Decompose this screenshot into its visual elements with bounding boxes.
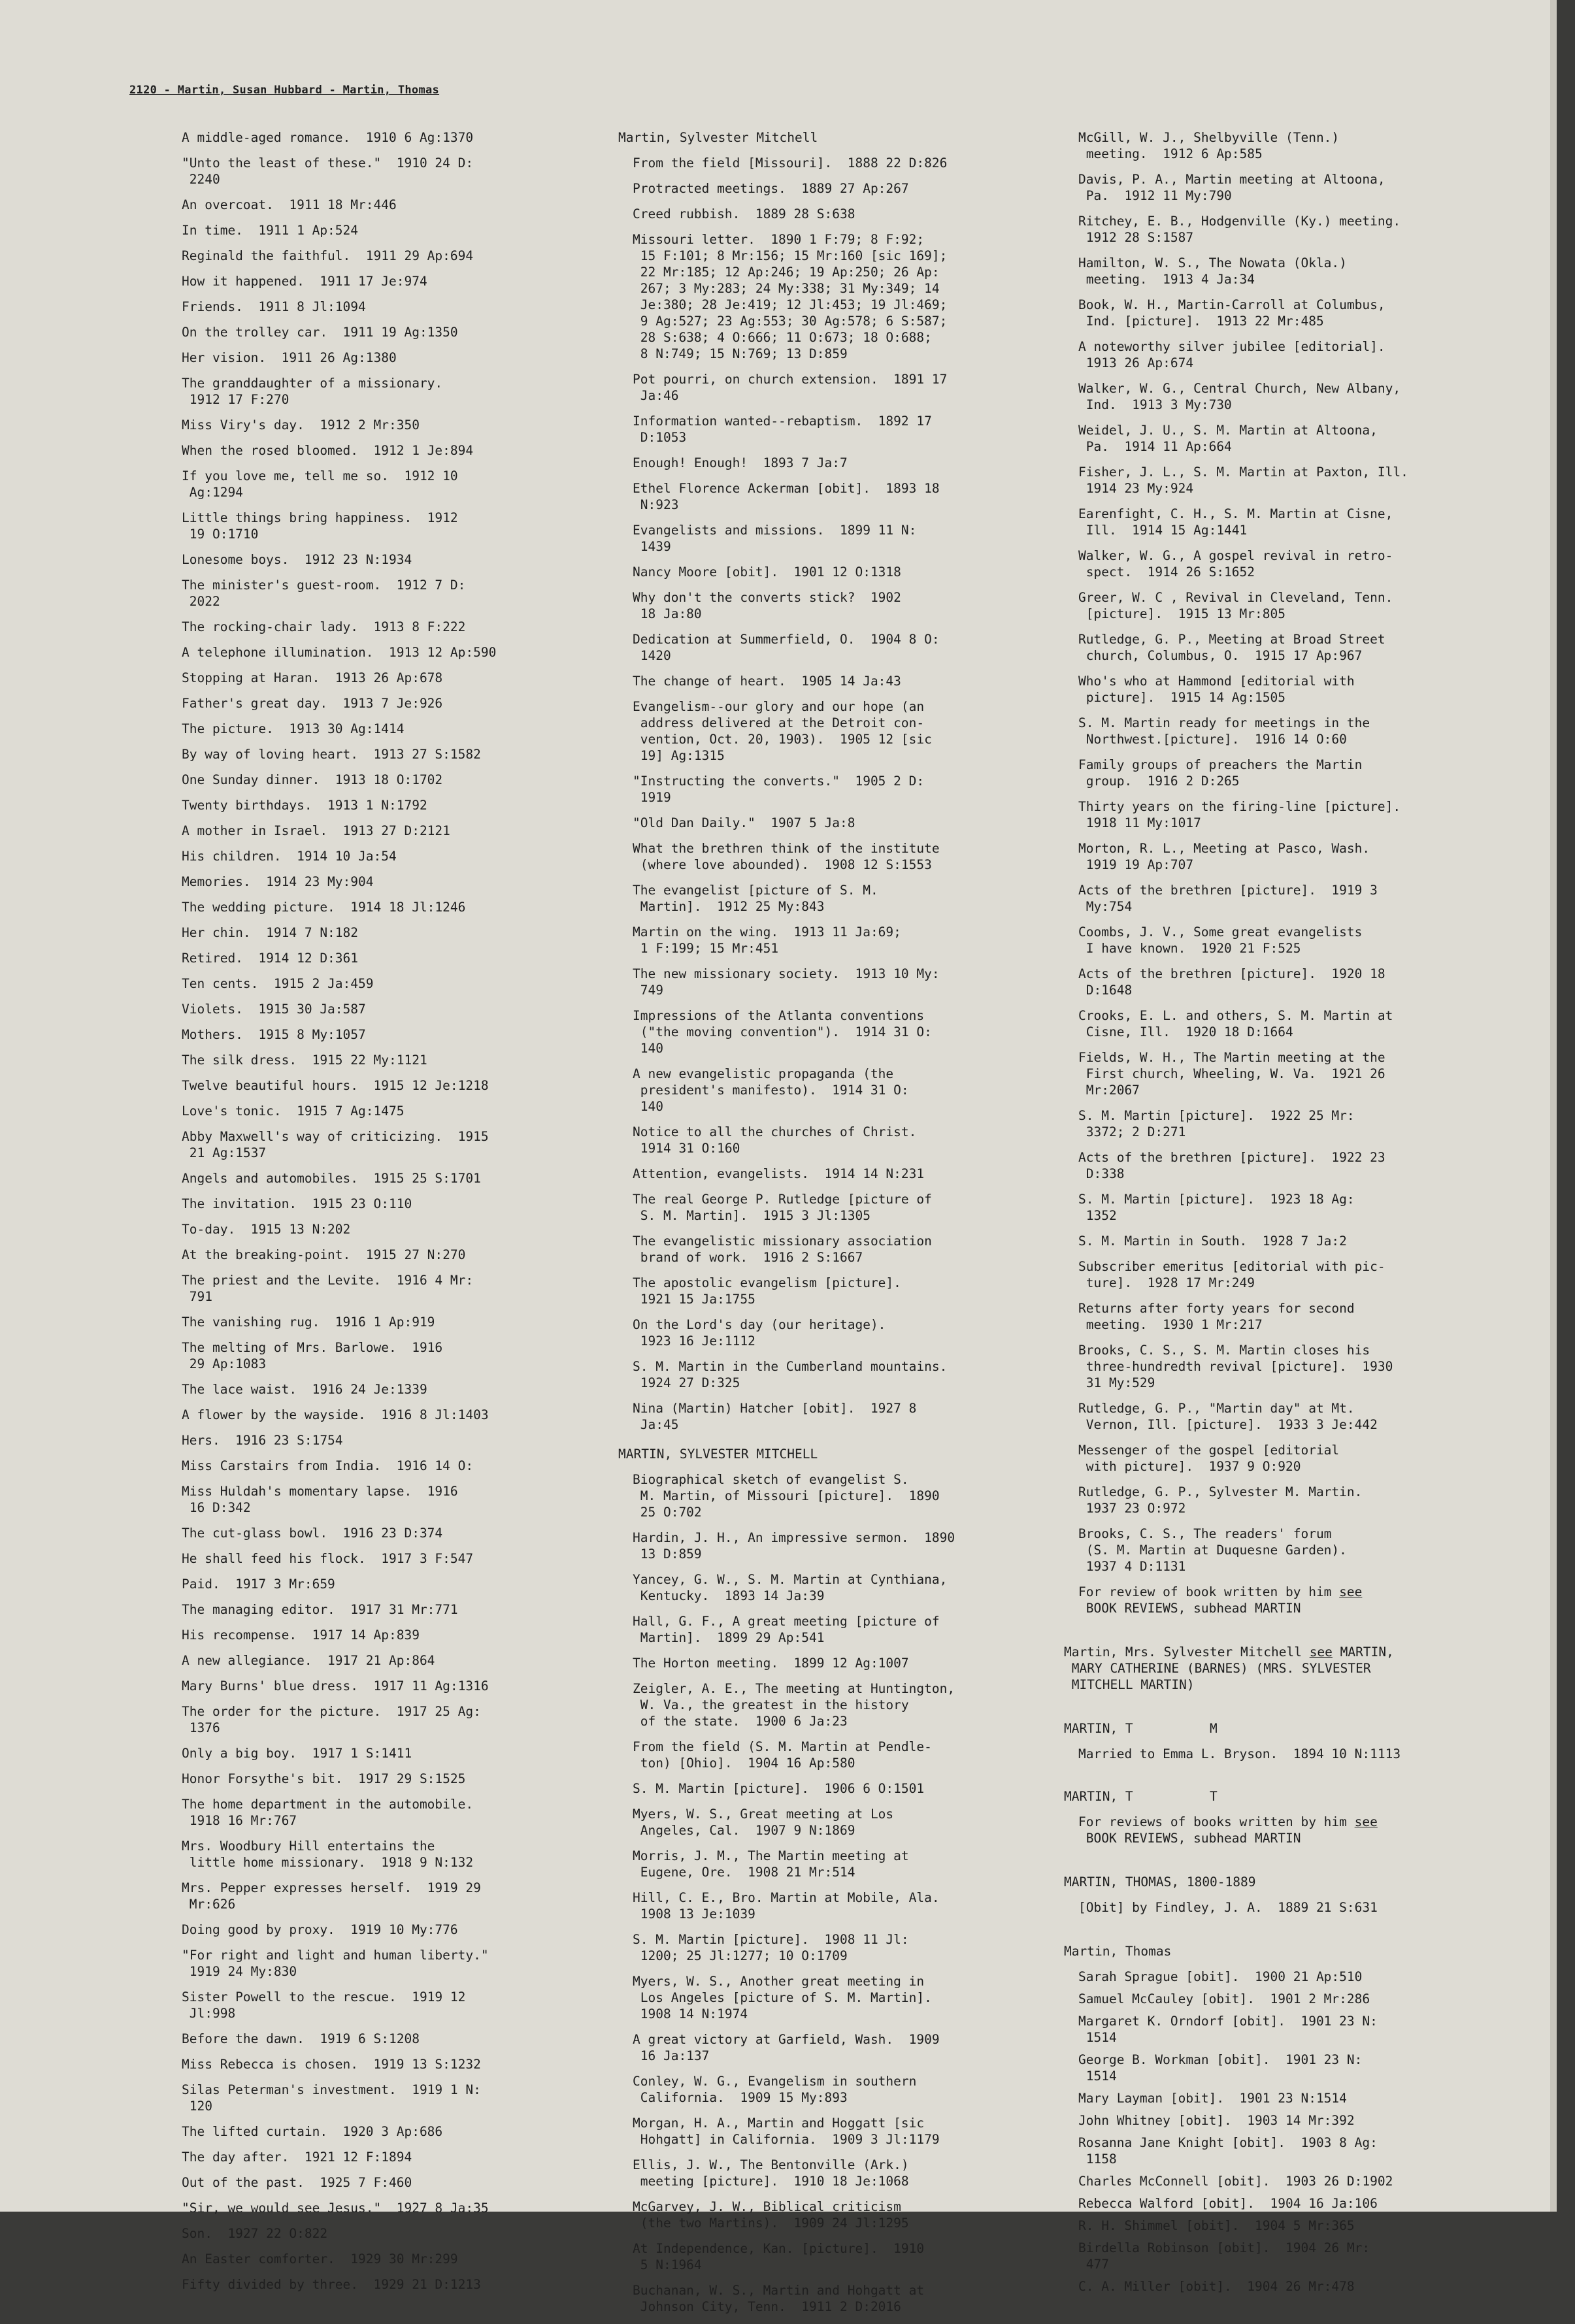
index-entry: Hardin, J. H., An impressive sermon. 1890 13 D:859 xyxy=(633,1530,955,1562)
index-entry: Charles McConnell [obit]. 1903 26 D:1902 xyxy=(1078,2174,1393,2189)
index-entry: A mother in Israel. 1913 27 D:2121 xyxy=(182,823,450,838)
index-entry: Memories. 1914 23 My:904 xyxy=(182,874,374,889)
index-entry: Nina (Martin) Hatcher [obit]. 1927 8 Ja:45 xyxy=(633,1401,917,1432)
index-entry: C. A. Miller [obit]. 1904 26 Mr:478 xyxy=(1078,2279,1355,2294)
heading-martin-thomas-dates: MARTIN, THOMAS, 1800-1889 xyxy=(1064,1874,1256,1890)
index-entry: Evangelists and missions. 1899 11 N: 1439 xyxy=(633,523,917,554)
index-entry: By way of loving heart. 1913 27 S:1582 xyxy=(182,747,481,762)
index-entry: Family groups of preachers the Martin group. 1916 2 D:265 xyxy=(1078,757,1363,789)
index-entry: R. H. Shimmel [obit]. 1904 5 Mr:365 xyxy=(1078,2218,1355,2233)
index-entry: John Whitney [obit]. 1903 14 Mr:392 xyxy=(1078,2113,1355,2128)
cross-reference-mrs-martin: Martin, Mrs. Sylvester Mitchell see MARTIN, MARY CATHERINE (BARNES) (MRS. SYLVESTER MITCHELL MARTIN) xyxy=(1064,1645,1394,1692)
index-entry: The priest and the Levite. 1916 4 Mr: 791 xyxy=(182,1273,474,1304)
index-entry: S. M. Martin [picture]. 1906 6 O:1501 xyxy=(633,1781,925,1796)
index-entry: Brooks, C. S., The readers' forum (S. M. Martin at Duquesne Garden). 1937 4 D:1131 xyxy=(1078,1526,1347,1574)
index-entry: Father's great day. 1913 7 Je:926 xyxy=(182,696,443,711)
index-entry: At Independence, Kan. [picture]. 1910 5 N:1964 xyxy=(633,2241,925,2272)
index-entry: Zeigler, A. E., The meeting at Huntington, W. Va., the greatest in the history of the state. 1900 6 Ja:23 xyxy=(633,1681,955,1729)
index-entry: His recompense. 1917 14 Ap:839 xyxy=(182,1628,420,1643)
entry-thomas-obit: [Obit] by Findley, J. A. 1889 21 S:631 xyxy=(1078,1900,1378,1915)
heading-martin-thomas: Martin, Thomas xyxy=(1064,1944,1172,1959)
index-entry: The managing editor. 1917 31 Mr:771 xyxy=(182,1602,458,1617)
index-entry: Why don't the converts stick? 1902 18 Ja:80 xyxy=(633,590,901,621)
index-entry: Rutledge, G. P., Meeting at Broad Street church, Columbus, O. 1915 17 Ap:967 xyxy=(1078,632,1385,663)
index-entry: Abby Maxwell's way of criticizing. 1915 21 Ag:1537 xyxy=(182,1129,489,1160)
index-entry: Enough! Enough! 1893 7 Ja:7 xyxy=(633,455,848,470)
heading-martin-t-t: MARTIN, T T xyxy=(1064,1789,1218,1804)
index-entry: A middle-aged romance. 1910 6 Ag:1370 xyxy=(182,130,474,145)
entry-list-thomas xyxy=(1064,1969,1515,2295)
index-entry: The apostolic evangelism [picture]. 1921 15 Ja:1755 xyxy=(633,1275,901,1307)
index-entry: Fisher, J. L., S. M. Martin at Paxton, Ill. 1914 23 My:924 xyxy=(1078,465,1408,496)
index-entry: An overcoat. 1911 18 Mr:446 xyxy=(182,197,397,212)
entry-list-sylvester-about-continued xyxy=(1064,129,1515,1575)
index-entry: "Sir, we would see Jesus." 1927 8 Ja:35 xyxy=(182,2201,489,2216)
index-entry: Coombs, J. V., Some great evangelists I have known. 1920 21 F:525 xyxy=(1078,925,1363,956)
index-entry: The evangelistic missionary association brand of work. 1916 2 S:1667 xyxy=(633,1234,932,1265)
heading-martin-sylvester-mitchell-about: MARTIN, SYLVESTER MITCHELL xyxy=(618,1447,818,1462)
index-entry: The minister's guest-room. 1912 7 D: 2022 xyxy=(182,578,466,609)
index-entry: Twenty birthdays. 1913 1 N:1792 xyxy=(182,798,427,813)
index-entry: Ethel Florence Ackerman [obit]. 1893 18 N:923 xyxy=(633,481,940,512)
index-entry: Hers. 1916 23 S:1754 xyxy=(182,1433,343,1448)
index-entry: The new missionary society. 1913 10 My: 749 xyxy=(633,966,940,998)
index-entry: Only a big boy. 1917 1 S:1411 xyxy=(182,1746,412,1761)
index-entry: Mothers. 1915 8 My:1057 xyxy=(182,1027,366,1042)
index-entry: On the trolley car. 1911 19 Ag:1350 xyxy=(182,325,458,340)
index-entry: Doing good by proxy. 1919 10 My:776 xyxy=(182,1922,458,1937)
book-review-reference-2: For reviews of books written by him see BOOK REVIEWS, subhead MARTIN xyxy=(1078,1814,1378,1846)
entry-list-sylvester-about xyxy=(618,1471,1063,2315)
index-entry: S. M. Martin in South. 1928 7 Ja:2 xyxy=(1078,1234,1347,1249)
index-entry: Weidel, J. U., S. M. Martin at Altoona, Pa. 1914 11 Ap:664 xyxy=(1078,423,1378,454)
heading-martin-t-m: MARTIN, T M xyxy=(1064,1721,1218,1736)
index-entry: In time. 1911 1 Ap:524 xyxy=(182,223,359,238)
index-entry: S. M. Martin [picture]. 1922 25 Mr: 3372; 2 D:271 xyxy=(1078,1108,1355,1139)
index-entry: Miss Huldah's momentary lapse. 1916 16 D:342 xyxy=(182,1484,458,1515)
index-entry: The wedding picture. 1914 18 Jl:1246 xyxy=(182,900,466,915)
index-entry: From the field (S. M. Martin at Pendle- ton) [Ohio]. 1904 16 Ap:580 xyxy=(633,1739,932,1771)
index-entry: Little things bring happiness. 1912 19 O:1710 xyxy=(182,510,458,542)
index-entry: "For right and light and human liberty." 1919 24 My:830 xyxy=(182,1948,489,1979)
index-entry: Notice to all the churches of Christ. 1914 31 O:160 xyxy=(633,1124,917,1156)
index-entry: Crooks, E. L. and others, S. M. Martin at Cisne, Ill. 1920 18 D:1664 xyxy=(1078,1008,1393,1039)
index-entry: Rosanna Jane Knight [obit]. 1903 8 Ag: 1158 xyxy=(1078,2135,1378,2167)
index-entry: Fields, W. H., The Martin meeting at the First church, Wheeling, W. Va. 1921 26 Mr:2067 xyxy=(1078,1050,1385,1098)
index-entry: A great victory at Garfield, Wash. 1909 16 Ja:137 xyxy=(633,2032,940,2063)
index-entry: Stopping at Haran. 1913 26 Ap:678 xyxy=(182,670,443,685)
index-entry: Thirty years on the firing-line [picture]. 1918 11 My:1017 xyxy=(1078,799,1401,830)
page-header: 2120 - Martin, Susan Hubbard - Martin, Thomas xyxy=(129,84,440,97)
index-entry: When the rosed bloomed. 1912 1 Je:894 xyxy=(182,443,474,458)
index-entry: Ten cents. 1915 2 Ja:459 xyxy=(182,976,374,991)
index-entry: S. M. Martin ready for meetings in the Northwest.[picture]. 1916 14 O:60 xyxy=(1078,715,1370,747)
index-entry: "Unto the least of these." 1910 24 D: 2240 xyxy=(182,155,474,187)
index-entry: A noteworthy silver jubilee [editorial]. 1913 26 Ap:674 xyxy=(1078,339,1385,370)
index-entry: Honor Forsythe's bit. 1917 29 S:1525 xyxy=(182,1771,466,1786)
entry-list-sylvester-writings xyxy=(618,155,1063,1433)
index-entry: Martin on the wing. 1913 11 Ja:69; 1 F:199; 15 Mr:451 xyxy=(633,925,901,956)
index-entry: Violets. 1915 30 Ja:587 xyxy=(182,1002,366,1017)
index-entry: Messenger of the gospel [editorial with picture]. 1937 9 O:920 xyxy=(1078,1443,1340,1474)
index-entry: Myers, W. S., Great meeting at Los Angeles, Cal. 1907 9 N:1869 xyxy=(633,1807,894,1838)
index-entry: Lonesome boys. 1912 23 N:1934 xyxy=(182,552,412,567)
index-entry: Mary Layman [obit]. 1901 23 N:1514 xyxy=(1078,2091,1347,2106)
index-entry: Greer, W. C , Revival in Cleveland, Tenn. [picture]. 1915 13 Mr:805 xyxy=(1078,590,1393,621)
index-entry: Hamilton, W. S., The Nowata (Okla.) meeting. 1913 4 Ja:34 xyxy=(1078,255,1347,287)
index-entry: At the breaking-point. 1915 27 N:270 xyxy=(182,1247,466,1262)
index-entry: Morton, R. L., Meeting at Pasco, Wash. 1919 19 Ap:707 xyxy=(1078,841,1370,872)
index-entry: Acts of the brethren [picture]. 1919 3 My:754 xyxy=(1078,883,1378,914)
index-entry: Angels and automobiles. 1915 25 S:1701 xyxy=(182,1171,481,1186)
index-entry: A flower by the wayside. 1916 8 Jl:1403 xyxy=(182,1407,489,1422)
index-entry: Nancy Moore [obit]. 1901 12 O:1318 xyxy=(633,565,901,580)
book-review-reference: For review of book written by him see BOOK REVIEWS, subhead MARTIN xyxy=(1078,1584,1363,1616)
index-entry: Missouri letter. 1890 1 F:79; 8 F:92; 15 F:101; 8 Mr:156; 15 Mr:160 [sic 169]; 22 Mr:185; 12 Ap:246; 19 Ap:250; 26 Ap: 267; 3 My:283; 24 My:338; 31 My:349; 14 Je:380; 28 Je:419; 12 Jl:453; 19 Jl:469; 9 Ag:527; 23 Ag:553; 30 Ag:578; 6 S:587; 28 S:638; 4 O:666; 11 O:673; 18 O:688; 8 N:749; 15 N:769; 13 D:859 xyxy=(633,232,948,361)
index-entry: Rebecca Walford [obit]. 1904 16 Ja:106 xyxy=(1078,2196,1378,2211)
index-entry: Walker, W. G., A gospel revival in retro- spect. 1914 26 S:1652 xyxy=(1078,548,1393,580)
column-3 xyxy=(1064,129,1515,2300)
index-entry: Brooks, C. S., S. M. Martin closes his three-hundredth revival [picture]. 1930 31 My:529 xyxy=(1078,1343,1393,1390)
index-entry: Paid. 1917 3 Mr:659 xyxy=(182,1577,335,1592)
index-entry: The picture. 1913 30 Ag:1414 xyxy=(182,721,405,736)
index-entry: Margaret K. Orndorf [obit]. 1901 23 N: 1514 xyxy=(1078,2014,1378,2045)
index-entry: Subscriber emeritus [editorial with pic- ture]. 1928 17 Mr:249 xyxy=(1078,1259,1385,1290)
index-entry: Rutledge, G. P., Sylvester M. Martin. 1937 23 O:972 xyxy=(1078,1484,1363,1516)
index-entry: An Easter comforter. 1929 30 Mr:299 xyxy=(182,2251,458,2267)
index-entry: Retired. 1914 12 D:361 xyxy=(182,951,359,966)
index-entry: Yancey, G. W., S. M. Martin at Cynthiana, Kentucky. 1893 14 Ja:39 xyxy=(633,1572,948,1603)
index-entry: Book, W. H., Martin-Carroll at Columbus, Ind. [picture]. 1913 22 Mr:485 xyxy=(1078,297,1385,329)
index-entry: He shall feed his flock. 1917 3 F:547 xyxy=(182,1551,474,1566)
index-entry: S. M. Martin [picture]. 1923 18 Ag: 1352 xyxy=(1078,1192,1355,1223)
index-entry: Protracted meetings. 1889 27 Ap:267 xyxy=(633,181,909,196)
index-entry: Mrs. Pepper expresses herself. 1919 29 Mr:626 xyxy=(182,1880,481,1912)
index-entry: "Instructing the converts." 1905 2 D: 1919 xyxy=(633,774,925,805)
index-entry: Sarah Sprague [obit]. 1900 21 Ap:510 xyxy=(1078,1969,1363,1984)
index-entry: Sister Powell to the rescue. 1919 12 Jl:998 xyxy=(182,1989,466,2021)
index-entry: Mrs. Woodbury Hill entertains the little home missionary. 1918 9 N:132 xyxy=(182,1839,474,1870)
index-entry: The vanishing rug. 1916 1 Ap:919 xyxy=(182,1315,435,1330)
index-entry: If you love me, tell me so. 1912 10 Ag:1294 xyxy=(182,468,458,500)
index-entry: Morris, J. M., The Martin meeting at Eugene, Ore. 1908 21 Mr:514 xyxy=(633,1848,909,1880)
index-entry: Biographical sketch of evangelist S. M. Martin, of Missouri [picture]. 1890 25 O:702 xyxy=(633,1472,940,1520)
index-entry: How it happened. 1911 17 Je:974 xyxy=(182,274,427,289)
index-entry: Creed rubbish. 1889 28 S:638 xyxy=(633,206,855,221)
index-entry: Hall, G. F., A great meeting [picture of Martin]. 1899 29 Ap:541 xyxy=(633,1614,940,1645)
index-entry: Her chin. 1914 7 N:182 xyxy=(182,925,359,940)
index-entry: A telephone illumination. 1913 12 Ap:590 xyxy=(182,645,497,660)
index-entry: The melting of Mrs. Barlowe. 1916 29 Ap:1083 xyxy=(182,1340,443,1371)
index-entry: Samuel McCauley [obit]. 1901 2 Mr:286 xyxy=(1078,1991,1370,2006)
index-entry: The lace waist. 1916 24 Je:1339 xyxy=(182,1382,427,1397)
column-1 xyxy=(182,129,600,2302)
index-entry: Conley, W. G., Evangelism in southern California. 1909 15 My:893 xyxy=(633,2074,917,2105)
heading-martin-sylvester-mitchell: Martin, Sylvester Mitchell xyxy=(618,130,818,145)
index-entry: One Sunday dinner. 1913 18 O:1702 xyxy=(182,772,443,787)
index-entry: Information wanted--rebaptism. 1892 17 D:1053 xyxy=(633,414,932,445)
index-entry: McGarvey, J. W., Biblical criticism (the two Martins). 1909 24 Jl:1295 xyxy=(633,2199,909,2231)
index-entry: From the field [Missouri]. 1888 22 D:826 xyxy=(633,155,948,171)
index-entry: Returns after forty years for second meeting. 1930 1 Mr:217 xyxy=(1078,1301,1355,1332)
index-entry: Birdella Robinson [obit]. 1904 26 Mr: 477 xyxy=(1078,2240,1370,2272)
index-entry: Rutledge, G. P., "Martin day" at Mt. Vernon, Ill. [picture]. 1933 3 Je:442 xyxy=(1078,1401,1378,1432)
index-entry: Buchanan, W. S., Martin and Hohgatt at Johnson City, Tenn. 1911 2 D:2016 xyxy=(633,2283,925,2314)
index-entry: Myers, W. S., Another great meeting in Los Angeles [picture of S. M. Martin]. 1908 14 N:1974 xyxy=(633,1974,932,2021)
index-entry: Who's who at Hammond [editorial with picture]. 1915 14 Ag:1505 xyxy=(1078,674,1355,705)
index-entry: The home department in the automobile. 1918 16 Mr:767 xyxy=(182,1797,474,1828)
index-entry: Twelve beautiful hours. 1915 12 Je:1218 xyxy=(182,1078,489,1093)
index-entry: Miss Carstairs from India. 1916 14 O: xyxy=(182,1458,474,1473)
index-entry: Love's tonic. 1915 7 Ag:1475 xyxy=(182,1104,405,1119)
index-entry: The real George P. Rutledge [picture of S. M. Martin]. 1915 3 Jl:1305 xyxy=(633,1192,932,1223)
index-entry: The day after. 1921 12 F:1894 xyxy=(182,2150,412,2165)
index-entry: His children. 1914 10 Ja:54 xyxy=(182,849,397,864)
index-entry: Hill, C. E., Bro. Martin at Mobile, Ala. 1908 13 Je:1039 xyxy=(633,1890,940,1922)
index-entry: What the brethren think of the institute (where love abounded). 1908 12 S:1553 xyxy=(633,841,940,872)
index-entry: The granddaughter of a missionary. 1912 17 F:270 xyxy=(182,376,443,407)
index-entry: Mary Burns' blue dress. 1917 11 Ag:1316 xyxy=(182,1678,489,1694)
index-entry: Impressions of the Atlanta conventions ("the moving convention"). 1914 31 O: 140 xyxy=(633,1008,932,1056)
index-entry: The evangelist [picture of S. M. Martin]. 1912 25 My:843 xyxy=(633,883,878,914)
index-entry: The Horton meeting. 1899 12 Ag:1007 xyxy=(633,1656,909,1671)
index-entry: Attention, evangelists. 1914 14 N:231 xyxy=(633,1166,925,1181)
index-entry: A new evangelistic propaganda (the president's manifesto). 1914 31 O: 140 xyxy=(633,1066,909,1114)
index-entry: Out of the past. 1925 7 F:460 xyxy=(182,2175,412,2190)
index-entry: On the Lord's day (our heritage). 1923 16 Je:1112 xyxy=(633,1317,886,1349)
index-entry: Fifty divided by three. 1929 21 D:1213 xyxy=(182,2277,481,2292)
index-entry: To-day. 1915 13 N:202 xyxy=(182,1222,351,1237)
index-entry: "Old Dan Daily." 1907 5 Ja:8 xyxy=(633,815,855,830)
index-entry: Ritchey, E. B., Hodgenville (Ky.) meeting. 1912 28 S:1587 xyxy=(1078,214,1401,245)
index-entry: McGill, W. J., Shelbyville (Tenn.) meeting. 1912 6 Ap:585 xyxy=(1078,130,1340,161)
index-entry: Son. 1927 22 O:822 xyxy=(182,2226,328,2241)
index-entry: Miss Viry's day. 1912 2 Mr:350 xyxy=(182,417,420,433)
index-entry: Morgan, H. A., Martin and Hoggatt [sic Hohgatt] in California. 1909 3 Jl:1179 xyxy=(633,2116,940,2147)
index-entry: Pot pourri, on church extension. 1891 17 Ja:46 xyxy=(633,372,948,403)
index-entry: S. M. Martin in the Cumberland mountains. 1924 27 D:325 xyxy=(633,1359,948,1390)
column-2 xyxy=(618,129,1063,2324)
index-entry: Friends. 1911 8 Jl:1094 xyxy=(182,299,366,314)
index-entry: The lifted curtain. 1920 3 Ap:686 xyxy=(182,2124,443,2139)
index-entry: Reginald the faithful. 1911 29 Ap:694 xyxy=(182,248,474,263)
index-entry: Dedication at Summerfield, O. 1904 8 O: 1420 xyxy=(633,632,940,663)
index-entry: Her vision. 1911 26 Ag:1380 xyxy=(182,350,397,365)
index-entry: Evangelism--our glory and our hope (an address delivered at the Detroit con- vention, Oct. 20, 1903). 1905 12 [sic 19] Ag:1315 xyxy=(633,699,932,763)
index-entry: The rocking-chair lady. 1913 8 F:222 xyxy=(182,619,466,634)
index-entry: Walker, W. G., Central Church, New Albany, Ind. 1913 3 My:730 xyxy=(1078,381,1401,412)
index-entry: The change of heart. 1905 14 Ja:43 xyxy=(633,674,901,689)
index-entry: Silas Peterman's investment. 1919 1 N: 120 xyxy=(182,2082,481,2114)
index-entry: Acts of the brethren [picture]. 1920 18 D:1648 xyxy=(1078,966,1385,998)
index-entry: S. M. Martin [picture]. 1908 11 Jl: 1200; 25 Jl:1277; 10 O:1709 xyxy=(633,1932,909,1963)
index-entry: Davis, P. A., Martin meeting at Altoona, Pa. 1912 11 My:790 xyxy=(1078,172,1385,203)
index-entry: George B. Workman [obit]. 1901 23 N: 1514 xyxy=(1078,2052,1363,2084)
entry-martin-t-m: Married to Emma L. Bryson. 1894 10 N:1113 xyxy=(1078,1746,1401,1761)
index-entry: A new allegiance. 1917 21 Ap:864 xyxy=(182,1653,435,1668)
index-entry: Acts of the brethren [picture]. 1922 23 D:338 xyxy=(1078,1150,1385,1181)
index-entry: The silk dress. 1915 22 My:1121 xyxy=(182,1053,427,1068)
index-entry: The cut-glass bowl. 1916 23 D:374 xyxy=(182,1526,443,1541)
index-entry: Earenfight, C. H., S. M. Martin at Cisne, Ill. 1914 15 Ag:1441 xyxy=(1078,506,1393,538)
index-entry: Miss Rebecca is chosen. 1919 13 S:1232 xyxy=(182,2057,481,2072)
index-entry: The invitation. 1915 23 O:110 xyxy=(182,1196,412,1211)
index-entry: Before the dawn. 1919 6 S:1208 xyxy=(182,2031,420,2046)
index-entry: Ellis, J. W., The Bentonville (Ark.) meeting [picture]. 1910 18 Je:1068 xyxy=(633,2157,909,2189)
index-entry: The order for the picture. 1917 25 Ag: 1376 xyxy=(182,1704,481,1735)
